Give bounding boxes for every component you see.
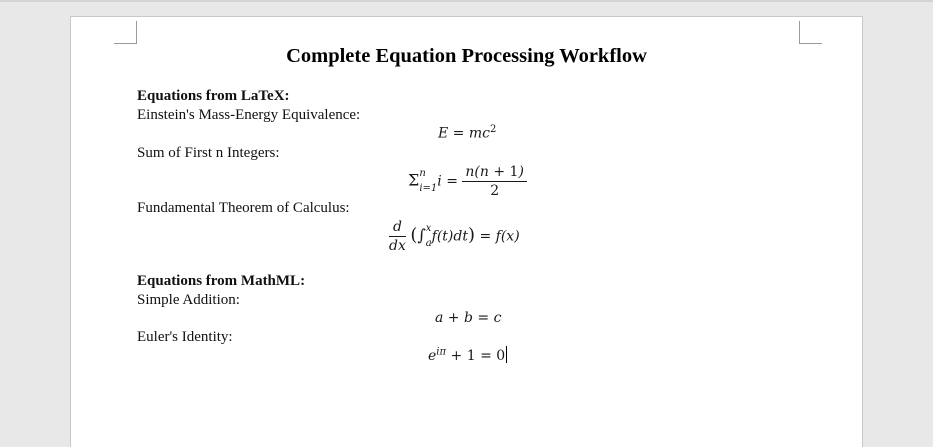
sum-label: Sum of First n Integers: [137,145,280,161]
window-top-edge [0,0,933,2]
equation-sum[interactable]: $\Sigma^n$ $_{i=1}$i = $\frac{n(n + 1)}{2}$ [408,163,527,200]
calculus-label: Fundamental Theorem of Calculus: [137,200,350,216]
addition-label: Simple Addition: [137,292,240,308]
document-page[interactable] [70,16,863,447]
equation-calculus[interactable]: $\frac{d}{dx}$ (∫$^x$ $_a$f(t)dt) = f(x) [389,219,520,254]
text-cursor [506,346,507,363]
equation-einstein[interactable]: $E = mc^2$ [438,124,497,142]
page-title: Complete Equation Processing Workflow [286,45,647,67]
euler-label: Euler's Identity: [137,329,233,345]
mathml-section-heading: Equations from MathML: [137,273,306,289]
equation-addition[interactable]: a + b = c [435,310,502,326]
margin-corner-marker-left [114,21,137,44]
latex-section-heading: Equations from LaTeX: [137,88,290,104]
einstein-label: Einstein's Mass-Energy Equivalence: [137,107,361,123]
equation-euler[interactable]: $e^{i\pi} + 1 = 0$ [428,346,506,364]
margin-corner-marker-right [799,21,822,44]
